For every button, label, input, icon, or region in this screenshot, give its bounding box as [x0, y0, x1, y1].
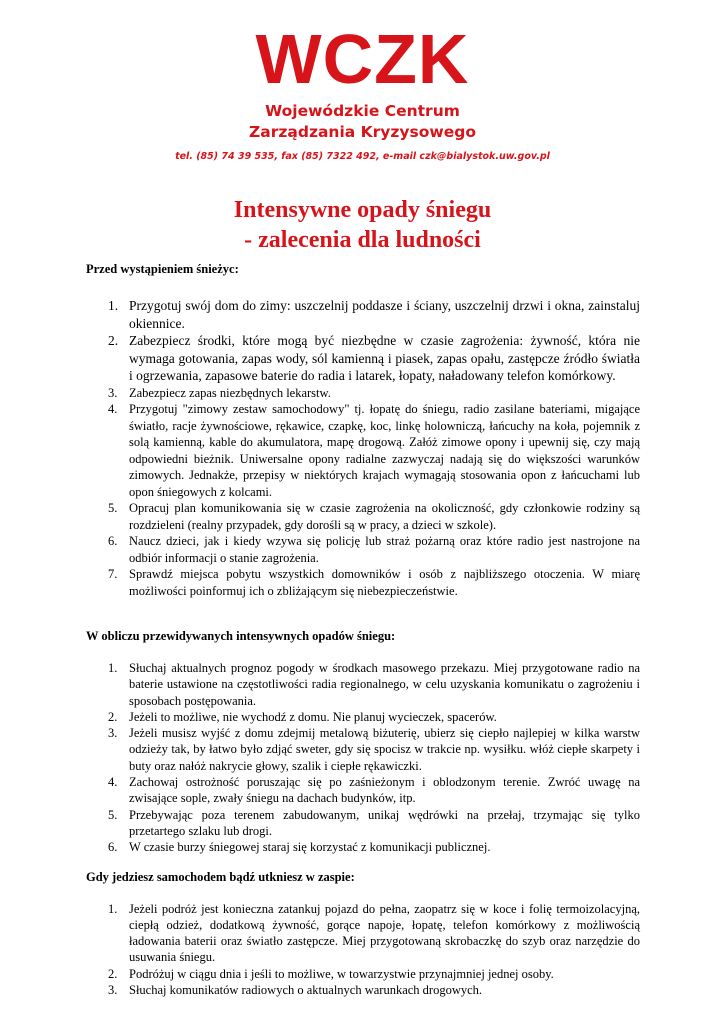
list-item [86, 332, 640, 385]
organization-name [0, 101, 725, 143]
item-number: 1. [108, 298, 119, 313]
list-item [86, 807, 640, 840]
item-number: 3. [108, 726, 118, 741]
item-number: 2. [108, 966, 118, 981]
list-item [86, 901, 640, 966]
title-line2: - zalecenia dla ludności [244, 227, 481, 253]
org-name-line2: Zarządzania Kryzysowego [249, 123, 476, 141]
item-text: W czasie burzy śniegowej staraj się korzystać z komunikacji publicznej. [129, 840, 491, 855]
item-number: 5. [108, 501, 118, 515]
item-text: Naucz dzieci, jak i kiedy wzywa się policję lub straż pożarną oraz które radio jest nastrojone na odbiór informacji o stanie zagrożenia. [129, 534, 640, 565]
list-item [86, 982, 640, 998]
org-name-line1: Wojewódzkie Centrum [265, 102, 460, 120]
section-heading: W obliczu przewidywanych intensywnych opadów śniegu: [86, 629, 396, 643]
item-text: Jeżeli musisz wyjść z domu zdejmij metalową biżuterię, ubierz się ciepło najlepiej w kilka warstw odzieży tak, by łatwo było zdjąć sweter, gdy się spocisz w trakcie np. wysiłku. włóż ciepłe skarpety i buty oraz nałóż nakrycie głowy, szalik i ciepłe rękawiczki. [129, 726, 640, 773]
item-text: Sprawdź miejsca pobytu wszystkich domowników i osób z najbliższego otoczenia. W miarę możliwości poinformuj ich o zbliżającym się niebezpieczeństwie. [129, 567, 640, 598]
item-text: Słuchaj aktualnych prognoz pogody w środkach masowego przekazu. Miej przygotowane radio na baterie ustawione na częstotliwości radia regionalnego, w celu uzyskania komunikatu o zagrożeniu i sposobach postępowania. [129, 661, 640, 708]
item-number: 4. [108, 775, 118, 790]
item-text: Zabezpiecz zapas niezbędnych lekarstw. [129, 385, 331, 400]
item-number: 2. [108, 333, 119, 348]
during-snowfall-list [86, 660, 640, 856]
wczk-logo: WCZK [255, 20, 470, 98]
contact-info: tel. (85) 74 39 535, fax (85) 7322 492, e-mail czk@bialystok.uw.gov.pl [175, 151, 550, 162]
item-number: 6. [108, 840, 118, 855]
item-text: Podróżuj w ciągu dnia i jeśli to możliwe, w towarzystwie przynajmniej jednej osoby. [129, 966, 554, 981]
list-item [86, 709, 640, 725]
list-item [86, 533, 640, 566]
list-item [86, 660, 640, 709]
item-number: 1. [108, 661, 118, 675]
document-body [86, 262, 640, 998]
item-text: Opracuj plan komunikowania się w czasie zagrożenia na okoliczność, gdy członkowie rodziny są rozdzieleni (realny przypadek, gdy dorośli są w pracy, a dzieci w szkole). [129, 501, 640, 532]
item-text: Przygotuj "zimowy zestaw samochodowy" tj. łopatę do śniegu, radio zasilane bateriami, migające światło, racje żywnościowe, rękawice, czapkę, koc, linkę holowniczą, łańcuchy na koła, pojemnik z solą kamienną, kable do akumulatora, mapę drogową. Załóż zimowe opony i upewnij się, czy mają odpowiedni bieżnik. Uniwersalne opony radialne zazwyczaj nadają się do większości warunków zimowych. Jednakże, przepisy w niektórych krajach wymagają stosowania opon z łańcuchami lub opon śniegowych z kolcami. [129, 402, 640, 499]
list-item [86, 385, 640, 402]
item-text: Przebywając poza terenem zabudowanym, unikaj wędrówki na przełaj, trzymając się tylko przetartego szlaku lub drogi. [129, 807, 640, 838]
list-item [86, 774, 640, 807]
list-item [86, 839, 640, 855]
list-item [86, 401, 640, 500]
item-number: 3. [108, 385, 118, 400]
item-text: Zachowaj ostrożność poruszając się po zaśnieżonym i oblodzonym terenie. Zwróć uwagę na zwisające sople, zwały śniegu na dachach budynków, itp. [129, 775, 640, 806]
list-item [86, 566, 640, 599]
title-line1: Intensywne opady śniegu [233, 197, 492, 223]
item-number: 3. [108, 983, 118, 998]
item-number: 6. [108, 534, 118, 548]
item-number: 1. [108, 901, 118, 916]
section-heading: Gdy jedziesz samochodem bądź utkniesz w zaspie: [86, 869, 355, 884]
item-number: 7. [108, 567, 118, 581]
document-title [0, 195, 725, 255]
item-text: Słuchaj komunikatów radiowych o aktualnych warunkach drogowych. [129, 983, 483, 998]
driving-list [86, 901, 640, 999]
item-number: 2. [108, 709, 118, 724]
list-item [86, 725, 640, 774]
item-number: 5. [108, 807, 118, 822]
item-text: Jeżeli to możliwe, nie wychodź z domu. Nie planuj wycieczek, spacerów. [129, 709, 497, 724]
list-item [86, 297, 640, 332]
list-item [86, 966, 640, 982]
item-text: Zabezpiecz środki, które mogą być niezbędne w czasie zagrożenia: żywność, która nie wymaga gotowania, zapas wody, sól kamienną i piasek, zapas opału, zastępcze źródło światła i ogrzewania, zapasowe baterie do radia i latarek, łopaty, naładowany telefon komórkowy. [129, 333, 640, 383]
section-heading: Przed wystąpieniem śnieżyc: [86, 262, 239, 276]
list-item [86, 500, 640, 533]
item-text: Jeżeli podróż jest konieczna zatankuj pojazd do pełna, zaopatrz się w koce i folię termoizolacyjną, ciepłą odzież, dodatkową żywność, gorące napoje, łopatę, telefon komórkowy z możliwością ładowania baterii oraz światło zastępcze. Miej przygotowaną skrobaczkę do szyb oraz narzędzie do usuwania śniegu. [129, 901, 640, 965]
item-number: 4. [108, 402, 118, 416]
item-text: Przygotuj swój dom do zimy: uszczelnij poddasze i ściany, uszczelnij drzwi i okna, zainstaluj okiennice. [129, 298, 640, 331]
before-snowstorm-list [86, 297, 640, 599]
